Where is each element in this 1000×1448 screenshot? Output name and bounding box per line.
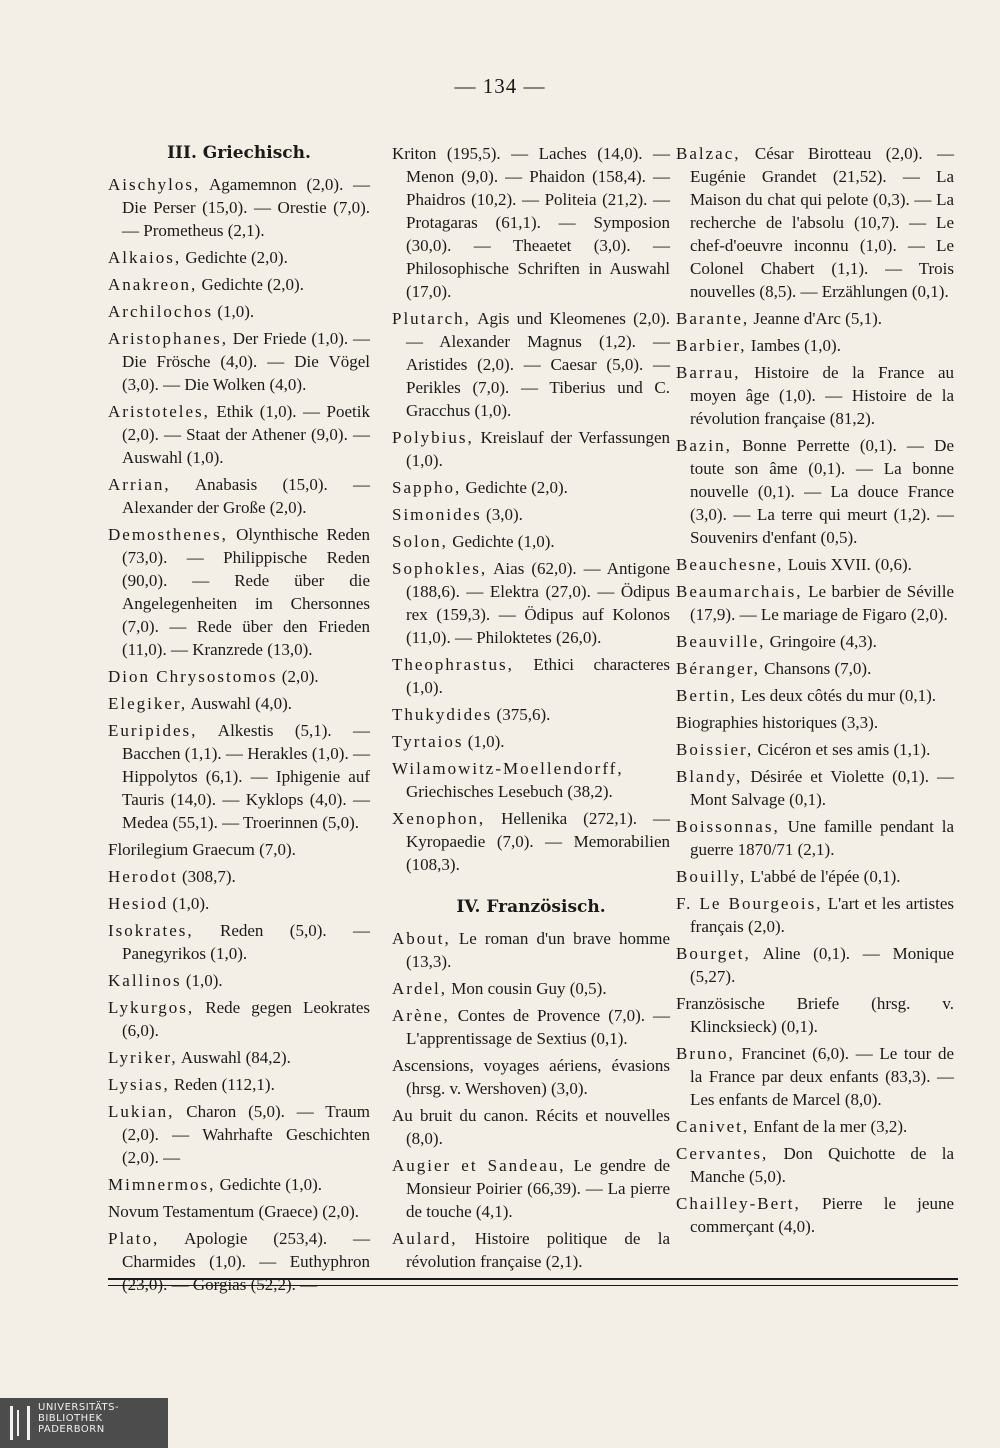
bibliography-entry	[108, 400, 370, 469]
bibliography-entry	[676, 892, 954, 938]
entry-text: Rede gegen Leokrates (6,0).	[122, 998, 370, 1040]
entry-author: Beauville,	[676, 632, 766, 651]
bibliography-entry	[392, 977, 670, 1000]
entry-text: César Birotteau (2,0). — Eugénie Grandet (21,52). — La Maison du chat qui pelote (0,3). — La recherche de l'absolu (10,7). — Le chef-d'oeuvre inconnu (1,0). — Le Colonel Chabert (1,1). — Trois nouvelles (8,5). — Erzählungen (0,1).	[690, 144, 954, 301]
bibliography-entry	[676, 942, 954, 988]
entry-author: Aischylos,	[108, 175, 201, 194]
entry-text: Les deux côtés du mur (0,1).	[736, 686, 936, 705]
bibliography-entry	[392, 757, 670, 803]
page-number: — 134 —	[454, 74, 546, 98]
bibliography-entry	[676, 657, 954, 680]
entry-text: L'art et les artistes français (2,0).	[690, 894, 955, 936]
entry-author: Bazin,	[676, 436, 732, 455]
bibliography-entry	[108, 1046, 370, 1069]
bibliography-entry	[676, 865, 954, 888]
entry-author: Béranger,	[676, 659, 760, 678]
entry-author: Bruno,	[676, 1044, 735, 1063]
bibliography-entry	[676, 992, 954, 1038]
bibliography-entry	[392, 730, 670, 753]
stamp-line: PADERBORN	[38, 1424, 105, 1435]
bibliography-entry	[676, 630, 954, 653]
entry-text: L'abbé de l'épée (0,1).	[746, 867, 901, 886]
entry-text: Le gendre de Monsieur Poirier (66,39). — La pierre de touche (4,1).	[406, 1156, 670, 1221]
entry-author: Barante,	[676, 309, 750, 328]
column-greek-french	[392, 142, 670, 1277]
entry-author: Aristoteles,	[108, 402, 210, 421]
bibliography-entry	[392, 307, 670, 422]
entry-text: Le roman d'un brave homme (13,3).	[406, 929, 670, 971]
entry-text: Le barbier de Séville (17,9). — Le mariage de Figaro (2,0).	[690, 582, 954, 624]
bibliography-entry	[108, 919, 370, 965]
bibliography-entry	[108, 1200, 370, 1223]
entry-author: Lykurgos,	[108, 998, 195, 1017]
entry-text: Auswahl (84,2).	[177, 1048, 291, 1067]
bottom-rule	[108, 1278, 958, 1280]
bibliography-entry	[676, 815, 954, 861]
entry-author: Beaumarchais,	[676, 582, 803, 601]
bibliography-entry	[676, 142, 954, 303]
bibliography-entry	[392, 1104, 670, 1150]
entry-text: Une famille pendant la guerre 1870/71 (2,1).	[690, 817, 954, 859]
bibliography-entry	[392, 653, 670, 699]
entry-author: Sophokles,	[392, 559, 488, 578]
entry-author: Sappho,	[392, 478, 462, 497]
library-logo-icon	[10, 1406, 30, 1440]
entry-author: Plutarch,	[392, 309, 471, 328]
entry-author: Barbier,	[676, 336, 747, 355]
entry-author: Mimnermos,	[108, 1175, 216, 1194]
bibliography-entry	[676, 434, 954, 549]
bibliography-entry	[108, 473, 370, 519]
entry-text: Alkestis (5,1). — Bacchen (1,1). — Herakles (1,0). — Hippolytos (6,1). — Iphigenie auf Tauris (14,0). — Kyklops (4,0). — Medea (55,1). — Troerinnen (5,0).	[122, 721, 370, 832]
entry-text: Gedichte (2,0).	[461, 478, 568, 497]
entry-text: Jeanne d'Arc (5,1).	[749, 309, 882, 328]
bibliography-entry	[108, 692, 370, 715]
entry-list	[108, 173, 370, 1296]
bibliography-entry	[676, 1142, 954, 1188]
bibliography-entry	[676, 334, 954, 357]
entry-text: Chansons (7,0).	[759, 659, 872, 678]
stamp-line: UNIVERSITÄTS-	[38, 1402, 120, 1413]
bibliography-entry	[392, 1054, 670, 1100]
bibliography-entry	[108, 865, 370, 888]
entry-author: Lukian,	[108, 1102, 175, 1121]
entry-author: Alkaios,	[108, 248, 182, 267]
entry-author: Arène,	[392, 1006, 450, 1025]
entry-author: Lysias,	[108, 1075, 170, 1094]
section-heading-french: IV. Französisch.	[456, 897, 606, 917]
entry-author: Kallinos	[108, 971, 182, 990]
bibliography-entry	[108, 273, 370, 296]
entry-text: Olynthische Reden (73,0). — Philippische Reden (90,0). — Rede über die Angelegenheiten im Chersonnes (7,0). — Rede über den Frieden (11,0). — Kranzrede (13,0).	[122, 525, 370, 659]
entry-text: Griechisches Lesebuch (38,2).	[406, 782, 613, 801]
bibliography-entry	[676, 580, 954, 626]
bibliography-entry	[392, 807, 670, 876]
bibliography-entry	[676, 1192, 954, 1238]
bibliography-entry	[108, 838, 370, 861]
bibliography-entry	[676, 711, 954, 734]
entry-text: Louis XVII. (0,6).	[783, 555, 912, 574]
entry-list	[676, 142, 954, 1238]
entry-author: Hesiod	[108, 894, 169, 913]
entry-author: Bouilly,	[676, 867, 747, 886]
entry-author: Xenophon,	[392, 809, 486, 828]
entry-author: Polybius,	[392, 428, 474, 447]
entry-text: Kriton (195,5). — Laches (14,0). — Menon (9,0). — Phaidon (158,4). — Phaidros (10,2). — Politeia (21,2). — Protagaras (61,1). — Symposion (30,0). — Theaetet (3,0). — Philosophische Schriften in Auswahl (17,0).	[392, 144, 670, 301]
entry-author: Boissonnas,	[676, 817, 780, 836]
entry-author: Anakreon,	[108, 275, 198, 294]
entry-author: Beauchesne,	[676, 555, 784, 574]
bibliography-entry	[676, 553, 954, 576]
entry-text: Gedichte (2,0).	[181, 248, 288, 267]
entry-text: Bonne Perrette (0,1). — De toute son âme (0,1). — La bonne nouvelle (0,1). — La douce France (3,0). — La terre qui meurt (1,2). — Souvenirs d'enfant (0,5).	[690, 436, 954, 547]
bibliography-entry	[392, 703, 670, 726]
entry-text: Agamemnon (2,0). — Die Perser (15,0). — Orestie (7,0). — Prometheus (2,1).	[122, 175, 370, 240]
bibliography-entry	[108, 719, 370, 834]
entry-author: Isokrates,	[108, 921, 194, 940]
entry-text: Anabasis (15,0). — Alexander der Große (2,0).	[122, 475, 370, 517]
entry-text: Novum Testamentum (Graece) (2,0).	[108, 1202, 360, 1221]
entry-author: Arrian,	[108, 475, 171, 494]
entry-text: Agis und Kleomenes (2,0). — Alexander Magnus (1,2). — Aristides (2,0). — Caesar (5,0). — Perikles (7,0). — Tiberius und C. Gracchus (1,0).	[406, 309, 670, 420]
entry-author: Thukydides	[392, 705, 493, 724]
bibliography-entry	[108, 300, 370, 323]
entry-author: Boissier,	[676, 740, 754, 759]
bibliography-entry	[392, 476, 670, 499]
entry-text: Francinet (6,0). — Le tour de la France par deux enfants (83,3). — Les enfants de Marcel (8,0).	[690, 1044, 954, 1109]
entry-author: Augier et Sandeau,	[392, 1156, 566, 1175]
entry-text: Ethik (1,0). — Poetik (2,0). — Staat der Athener (9,0). — Auswahl (1,0).	[122, 402, 370, 467]
entry-text: (308,7).	[177, 867, 236, 886]
entry-text: (1,0).	[213, 302, 255, 321]
entry-text: Charon (5,0). — Traum (2,0). — Wahrhafte Geschichten (2,0). —	[122, 1102, 370, 1167]
entry-author: Aristophanes,	[108, 329, 228, 348]
entry-author: Euripides,	[108, 721, 198, 740]
entry-text: (1,0).	[168, 894, 210, 913]
entry-text: Der Friede (1,0). — Die Frösche (4,0). — Die Vögel (3,0). — Die Wolken (4,0).	[122, 329, 370, 394]
bibliography-entry	[108, 1100, 370, 1169]
stamp-line: BIBLIOTHEK	[38, 1413, 103, 1424]
entry-text: Florilegium Graecum (7,0).	[108, 840, 296, 859]
bibliography-entry	[108, 523, 370, 661]
section-heading-greek: III. Griechisch.	[167, 143, 311, 163]
entry-text: Kreislauf der Verfassungen (1,0).	[406, 428, 670, 470]
bibliography-entry	[108, 173, 370, 242]
entry-author: Plato,	[108, 1229, 160, 1248]
entry-text: Iambes (1,0).	[746, 336, 841, 355]
bibliography-entry	[392, 1004, 670, 1050]
entry-author: Chailley-Bert,	[676, 1194, 801, 1213]
bibliography-entry	[108, 665, 370, 688]
bibliography-entry	[392, 530, 670, 553]
entry-author: Bourget,	[676, 944, 751, 963]
entry-author: About,	[392, 929, 451, 948]
entry-text: Désirée et Violette (0,1). — Mont Salvage (0,1).	[690, 767, 954, 809]
entry-text: Ascensions, voyages aériens, évasions (hrsg. v. Wershoven) (3,0).	[392, 1056, 670, 1098]
entry-author: Wilamowitz-Moellendorff,	[392, 759, 624, 778]
entry-text: Histoire de la France au moyen âge (1,0). — Histoire de la révolution française (81,2).	[690, 363, 954, 428]
entry-author: Dion Chrysostomos	[108, 667, 278, 686]
entry-list	[392, 927, 670, 1273]
bibliography-entry	[108, 969, 370, 992]
bibliography-entry	[392, 426, 670, 472]
entry-text: Französische Briefe (hrsg. v. Klincksieck) (0,1).	[676, 994, 954, 1036]
bibliography-entry	[676, 307, 954, 330]
entry-author: Archilochos	[108, 302, 214, 321]
entry-text: Apologie (253,4). — Charmides (1,0). — Euthyphron (23,0). — Gorgias (52,2). —	[122, 1229, 370, 1294]
bibliography-entry	[108, 1173, 370, 1196]
entry-author: Simonides	[392, 505, 482, 524]
bibliography-entry	[392, 503, 670, 526]
bibliography-entry	[392, 1227, 670, 1273]
entry-text: (1,0).	[181, 971, 223, 990]
entry-author: Lyriker,	[108, 1048, 178, 1067]
entry-text: Auswahl (4,0).	[187, 694, 292, 713]
entry-author: Solon,	[392, 532, 448, 551]
bibliography-entry	[676, 361, 954, 430]
entry-text: Reden (112,1).	[169, 1075, 275, 1094]
entry-list	[392, 142, 670, 876]
entry-author: Aulard,	[392, 1229, 458, 1248]
bibliography-entry	[108, 246, 370, 269]
entry-author: Cervantes,	[676, 1144, 769, 1163]
bibliography-entry	[108, 996, 370, 1042]
entry-text: Reden (5,0). — Panegyrikos (1,0).	[122, 921, 370, 963]
entry-author: Herodot	[108, 867, 178, 886]
bibliography-entry	[392, 1154, 670, 1223]
library-stamp	[0, 1398, 168, 1448]
entry-author: Demosthenes,	[108, 525, 228, 544]
bibliography-entry	[676, 738, 954, 761]
entry-text: Biographies historiques (3,3).	[676, 713, 879, 732]
entry-author: Canivet,	[676, 1117, 750, 1136]
entry-text: Cicéron et ses amis (1,1).	[753, 740, 931, 759]
entry-text: Don Quichotte de la Manche (5,0).	[690, 1144, 954, 1186]
column-greek	[108, 142, 370, 1300]
entry-text: Pierre le jeune commerçant (4,0).	[690, 1194, 954, 1236]
entry-author: Theophrastus,	[392, 655, 514, 674]
bibliography-entry	[108, 327, 370, 396]
entry-text: (2,0).	[277, 667, 319, 686]
entry-text: (1,0).	[463, 732, 505, 751]
entry-author: Elegiker,	[108, 694, 188, 713]
bibliography-entry	[392, 927, 670, 973]
entry-author: Ardel,	[392, 979, 447, 998]
bibliography-entry	[392, 142, 670, 303]
entry-text: Gringoire (4,3).	[765, 632, 877, 651]
entry-author: Barrau,	[676, 363, 741, 382]
bibliography-entry	[108, 1073, 370, 1096]
entry-author: Bertin,	[676, 686, 737, 705]
entry-text: Contes de Provence (7,0). — L'apprentissage de Sextius (0,1).	[406, 1006, 670, 1048]
entry-author: Tyrtaios	[392, 732, 464, 751]
entry-author: Balzac,	[676, 144, 741, 163]
entry-text: Mon cousin Guy (0,5).	[446, 979, 607, 998]
entry-text: (375,6).	[492, 705, 551, 724]
bottom-rule-thin	[108, 1285, 958, 1286]
entry-text: Histoire politique de la révolution française (2,1).	[406, 1229, 670, 1271]
entry-text: Enfant de la mer (3,2).	[749, 1117, 908, 1136]
bibliography-entry	[676, 1115, 954, 1138]
bibliography-entry	[108, 892, 370, 915]
entry-text: Aline (0,1). — Monique (5,27).	[690, 944, 954, 986]
entry-author: Blandy,	[676, 767, 743, 786]
entry-text: Aias (62,0). — Antigone (188,6). — Elektra (27,0). — Ödipus rex (159,3). — Ödipus auf Kolonos (11,0). — Philoktetes (26,0).	[406, 559, 670, 647]
bibliography-entry	[676, 765, 954, 811]
entry-text: Gedichte (2,0).	[197, 275, 304, 294]
entry-text: Ethici characteres (1,0).	[406, 655, 670, 697]
entry-text: Hellenika (272,1). — Kyropaedie (7,0). — Memorabilien (108,3).	[406, 809, 670, 874]
bibliography-entry	[392, 557, 670, 649]
entry-text: Gedichte (1,0).	[215, 1175, 323, 1194]
entry-author: F. Le Bourgeois,	[676, 894, 823, 913]
bibliography-entry	[676, 1042, 954, 1111]
entry-text: (3,0).	[481, 505, 523, 524]
bibliography-entry	[676, 684, 954, 707]
entry-text: Au bruit du canon. Récits et nouvelles (8,0).	[392, 1106, 670, 1148]
entry-text: Gedichte (1,0).	[447, 532, 555, 551]
column-french	[676, 142, 954, 1242]
